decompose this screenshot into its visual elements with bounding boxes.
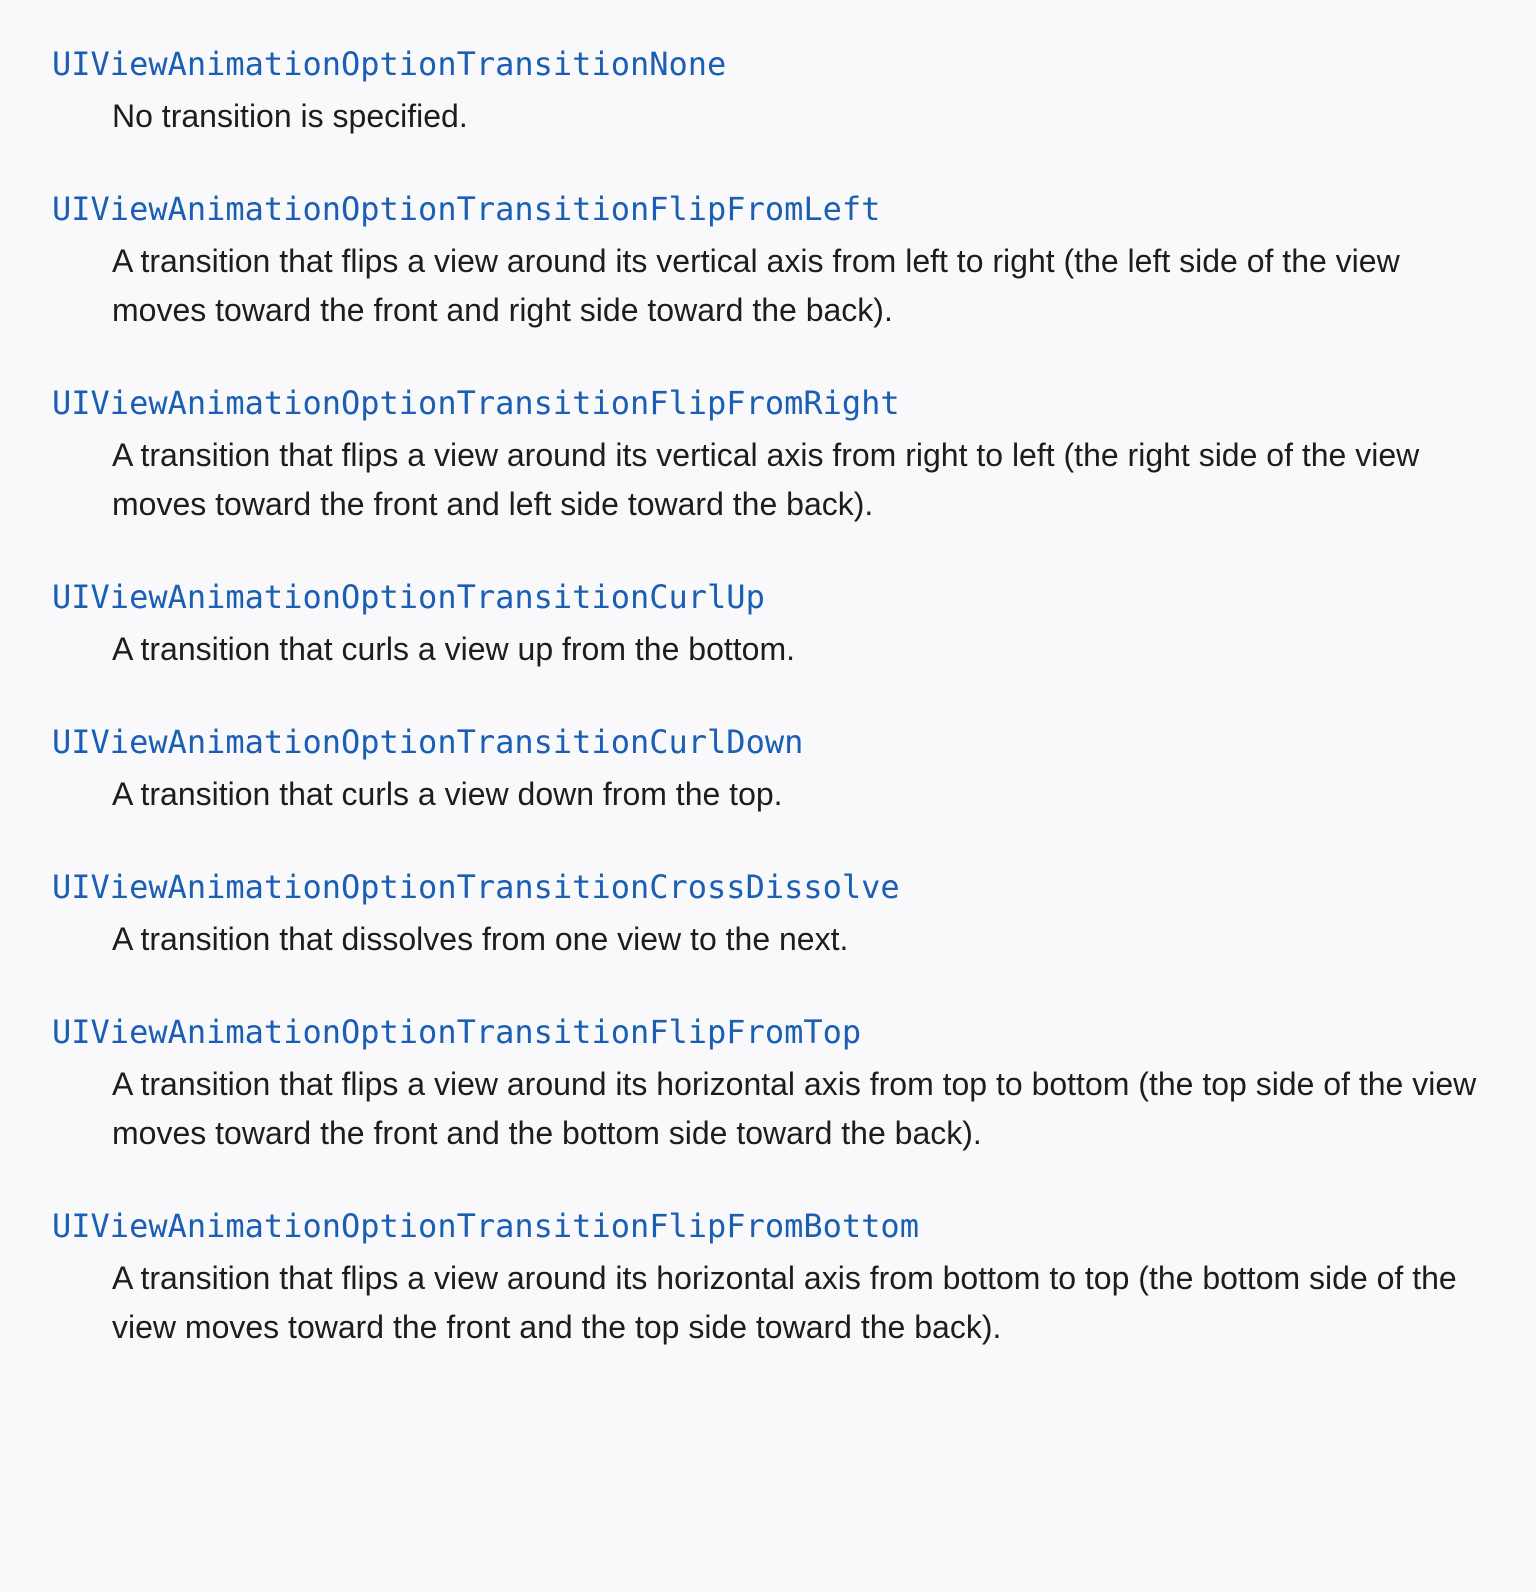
constant-description: No transition is specified. — [112, 98, 468, 134]
constant-item — [52, 183, 1496, 335]
constant-item — [52, 1006, 1496, 1158]
constant-name-link[interactable]: UIViewAnimationOptionTransitionFlipFromBottom — [52, 1207, 919, 1245]
constant-description: A transition that curls a view up from the bottom. — [112, 631, 795, 667]
constant-item — [52, 38, 1496, 141]
constant-name-link[interactable]: UIViewAnimationOptionTransitionCurlUp — [52, 578, 765, 616]
constant-name-link[interactable]: UIViewAnimationOptionTransitionCurlDown — [52, 723, 804, 761]
constant-name-link[interactable]: UIViewAnimationOptionTransitionNone — [52, 45, 727, 83]
constant-item — [52, 377, 1496, 529]
constant-description: A transition that flips a view around its horizontal axis from top to bottom (the top side of the view moves toward the front and the bottom side toward the back). — [112, 1066, 1477, 1151]
constant-description: A transition that flips a view around its vertical axis from left to right (the left side of the view moves toward the front and right side toward the back). — [112, 243, 1400, 328]
constant-item — [52, 1200, 1496, 1352]
constant-description: A transition that flips a view around its vertical axis from right to left (the right side of the view moves toward the front and left side toward the back). — [112, 437, 1420, 522]
constant-description: A transition that dissolves from one view to the next. — [112, 921, 849, 957]
constant-name-link[interactable]: UIViewAnimationOptionTransitionFlipFromRight — [52, 384, 900, 422]
constants-list — [52, 38, 1496, 1352]
constant-name-link[interactable]: UIViewAnimationOptionTransitionFlipFromTop — [52, 1013, 862, 1051]
constant-description: A transition that curls a view down from the top. — [112, 776, 783, 812]
constant-description: A transition that flips a view around its horizontal axis from bottom to top (the bottom side of the view moves toward the front and the top side toward the back). — [112, 1260, 1457, 1345]
constant-item — [52, 571, 1496, 674]
constant-item — [52, 861, 1496, 964]
constant-name-link[interactable]: UIViewAnimationOptionTransitionCrossDissolve — [52, 868, 900, 906]
constant-item — [52, 716, 1496, 819]
constant-name-link[interactable]: UIViewAnimationOptionTransitionFlipFromLeft — [52, 190, 881, 228]
